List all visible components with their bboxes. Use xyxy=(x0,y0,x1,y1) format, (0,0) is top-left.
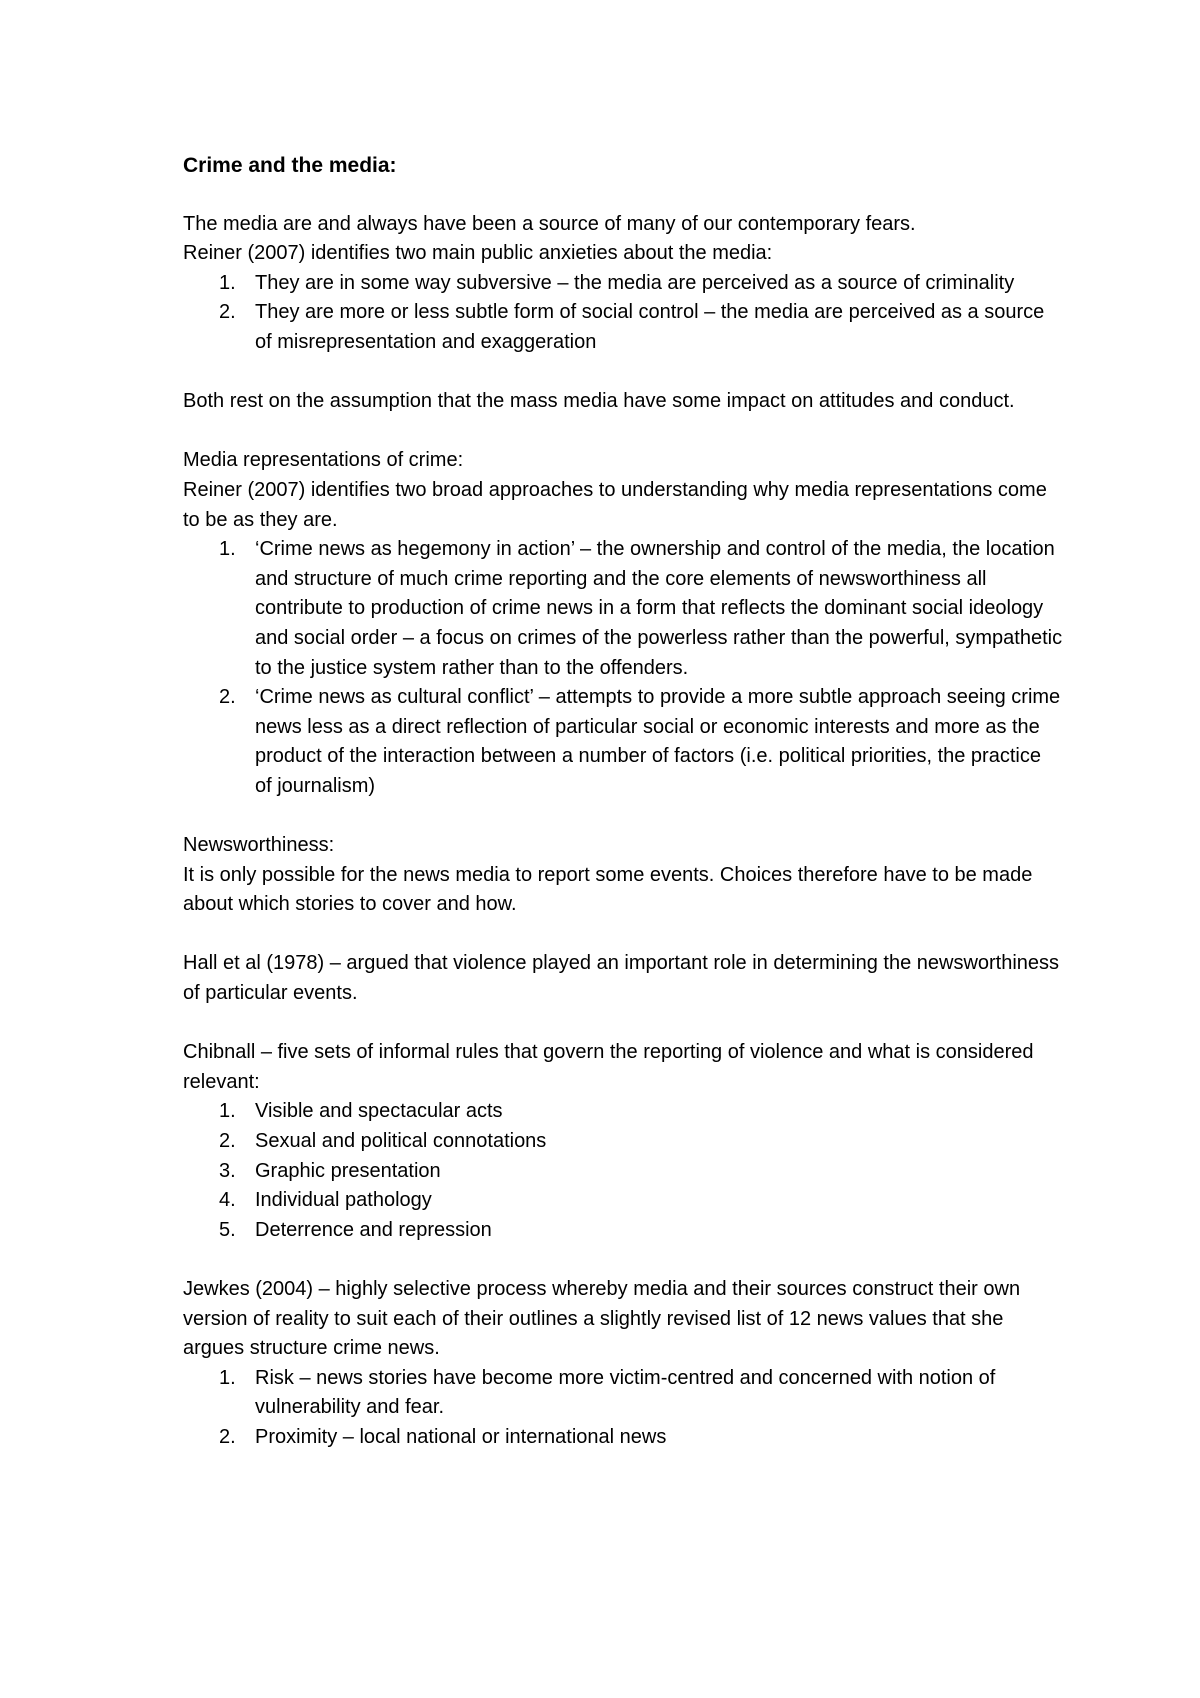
jewkes-text: Jewkes (2004) – highly selective process whereby media and their sources construct their own version of reality to suit each of their outlines a slightly revised list of 12 news values that she argues structure crime news. xyxy=(183,1277,1021,1360)
list-item-text: Visible and spectacular acts xyxy=(255,1100,503,1123)
list-number: 2. xyxy=(219,301,236,324)
list-item xyxy=(183,1186,1063,1216)
approaches-list xyxy=(183,535,1063,801)
list-number: 2. xyxy=(219,686,236,709)
chibnall-rules-list xyxy=(183,1097,1063,1245)
representations-heading: Media representations of crime: xyxy=(183,449,464,472)
list-item xyxy=(183,1157,1063,1187)
list-item xyxy=(183,298,1063,357)
list-number: 1. xyxy=(219,538,236,561)
list-item xyxy=(183,1127,1063,1157)
list-item xyxy=(183,1216,1063,1246)
list-number: 3. xyxy=(219,1159,236,1182)
jewkes-section xyxy=(183,1275,1063,1453)
list-item-text: Graphic presentation xyxy=(255,1159,441,1182)
list-number: 2. xyxy=(219,1425,236,1448)
list-item-text: ‘Crime news as cultural conflict’ – attempts to provide a more subtle approach seeing crime news less as a direct reflection of particular social or economic interests and more as the product of the interaction between a number of factors (i.e. political priorities, the practice of journalism) xyxy=(255,686,1061,797)
assumption-paragraph: Both rest on the assumption that the mass media have some impact on attitudes and conduct. xyxy=(183,390,1015,413)
intro-section xyxy=(183,210,1063,358)
representations-section xyxy=(183,446,1063,801)
list-item-text: Sexual and political connotations xyxy=(255,1130,547,1152)
list-item-text: Risk – news stories have become more victim-centred and concerned with notion of vulnerability and fear. xyxy=(255,1366,996,1419)
list-item-text: Deterrence and repression xyxy=(255,1218,492,1241)
list-item-text: They are in some way subversive – the media are perceived as a source of criminality xyxy=(255,271,1015,294)
document-body xyxy=(183,151,1063,1453)
list-number: 1. xyxy=(219,1366,236,1389)
list-item xyxy=(183,683,1063,801)
intro-line-2: Reiner (2007) identifies two main public anxieties about the media: xyxy=(183,242,773,265)
newsworthiness-heading: Newsworthiness: xyxy=(183,834,335,857)
list-number: 4. xyxy=(219,1189,236,1212)
document-title: Crime and the media: xyxy=(183,154,397,177)
chibnall-section xyxy=(183,1038,1063,1245)
list-number: 5. xyxy=(219,1218,236,1241)
list-item xyxy=(183,1097,1063,1127)
list-item-text: Proximity – local national or international news xyxy=(255,1425,667,1448)
list-item xyxy=(183,1364,1063,1423)
representations-text: Reiner (2007) identifies two broad approaches to understanding why media representations come to be as they are. xyxy=(183,478,1047,531)
list-item xyxy=(183,1423,1063,1453)
newsworthiness-text: It is only possible for the news media to report some events. Choices therefore have to be made about which stories to cover and how. xyxy=(183,863,1033,916)
list-item-text: Individual pathology xyxy=(255,1189,432,1212)
news-values-list xyxy=(183,1364,1063,1453)
intro-line-1: The media are and always have been a source of many of our contemporary fears. xyxy=(183,212,916,235)
chibnall-text: Chibnall – five sets of informal rules that govern the reporting of violence and what is considered relevant: xyxy=(183,1041,1034,1093)
list-item xyxy=(183,535,1063,683)
anxieties-list xyxy=(183,269,1063,358)
list-item-text: They are more or less subtle form of social control – the media are perceived as a source of misrepresentation and exaggeration xyxy=(255,301,1045,353)
list-item xyxy=(183,269,1063,299)
list-number: 1. xyxy=(219,1100,236,1123)
hall-paragraph: Hall et al (1978) – argued that violence played an important role in determining the newsworthiness of particular events. xyxy=(183,952,1060,1005)
list-number: 1. xyxy=(219,271,236,294)
list-number: 2. xyxy=(219,1130,236,1152)
newsworthiness-section xyxy=(183,831,1063,920)
list-item-text: ‘Crime news as hegemony in action’ – the ownership and control of the media, the location and structure of much crime reporting and the core elements of newsworthiness all contribute to production of crime news in a form that reflects the dominant social ideology and social order – a focus on crimes of the powerless rather than the powerful, sympathetic to the justice system rather than to the offenders. xyxy=(255,538,1063,679)
